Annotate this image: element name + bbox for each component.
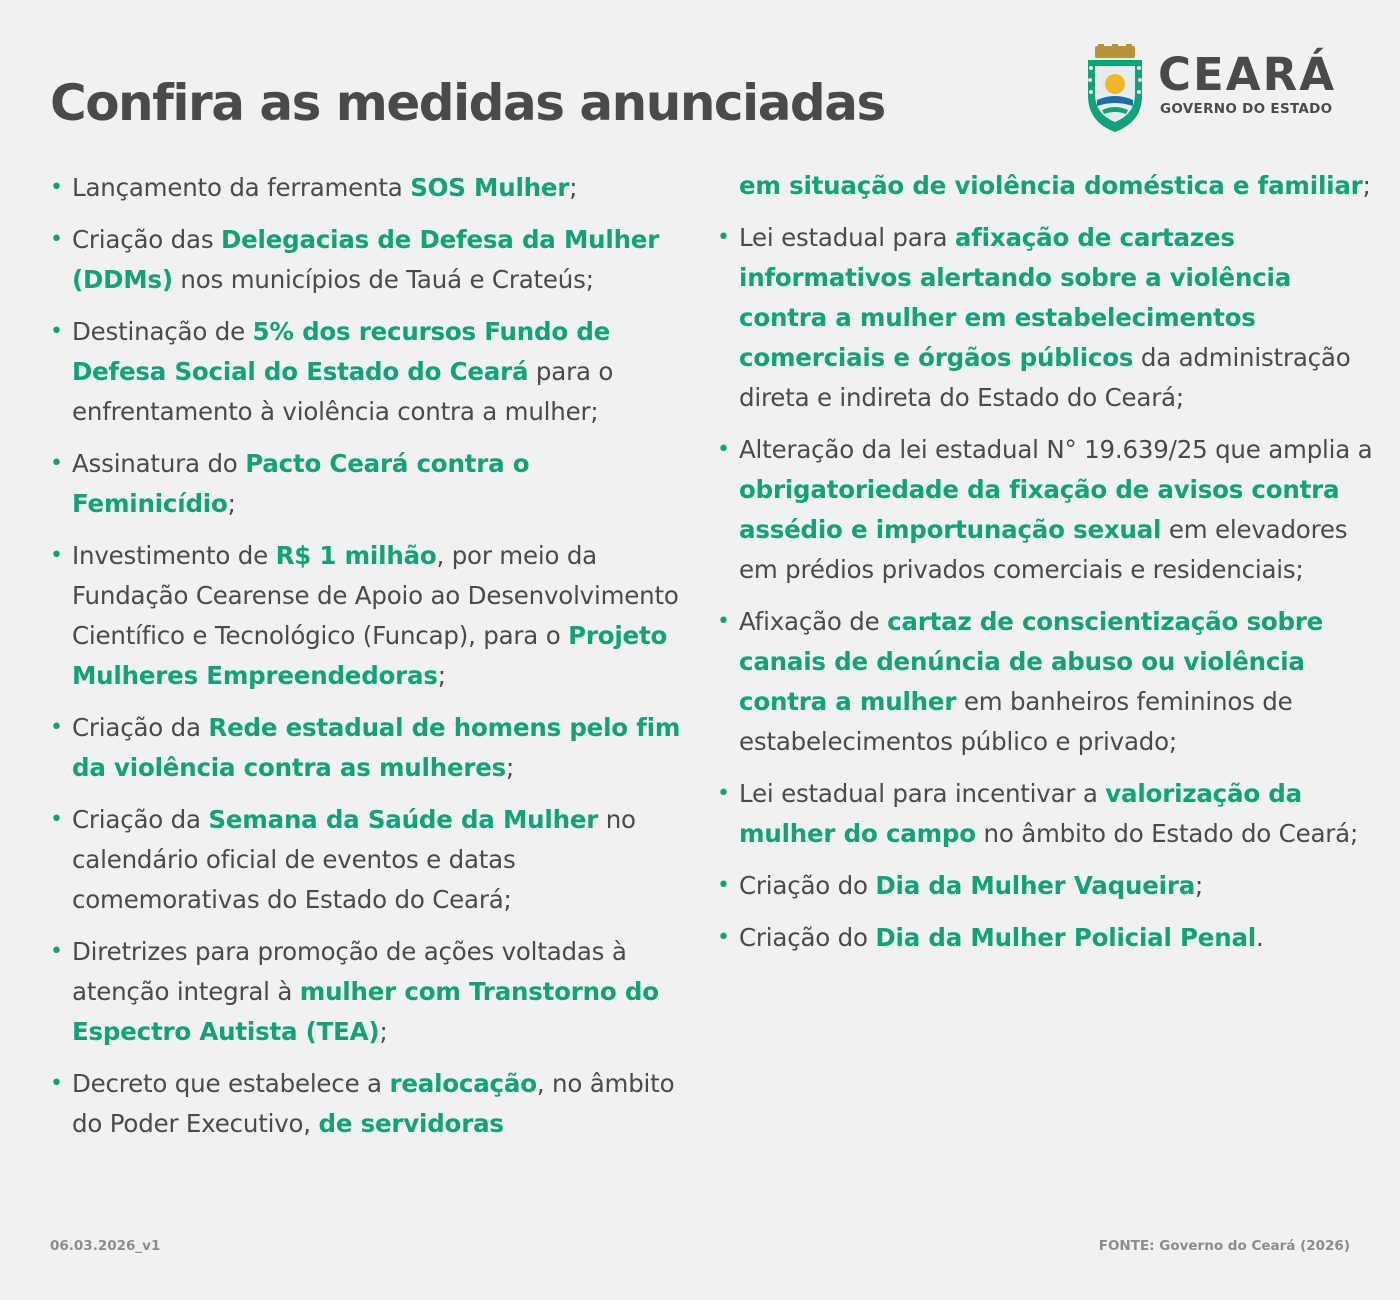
- bullet: •: [50, 1071, 63, 1096]
- list-item: [717, 430, 1377, 590]
- item-text: Criação do: [739, 923, 876, 952]
- bullet: •: [717, 225, 730, 250]
- version-label: 06.03.2026_v1: [50, 1238, 161, 1254]
- bullet: •: [717, 609, 730, 634]
- item-highlight: mulher com Transtorno do Espectro Autista (TEA): [72, 977, 659, 1046]
- item-text: Lei estadual para: [739, 223, 955, 252]
- list-item: [717, 866, 1377, 906]
- item-text: Alteração da lei estadual N° 19.639/25 que amplia a: [739, 435, 1373, 464]
- item-text: ;: [227, 489, 236, 518]
- list-item: [50, 536, 700, 696]
- item-text: Criação do: [739, 871, 876, 900]
- item-text: ;: [506, 753, 515, 782]
- item-highlight: Pacto Ceará contra o Feminicídio: [72, 449, 530, 518]
- item-text: ;: [569, 173, 578, 202]
- right-column: [717, 168, 1377, 970]
- item-highlight: Dia da Mulher Policial Penal: [875, 923, 1256, 952]
- item-highlight: Rede estadual de homens pelo fim da violência contra as mulheres: [72, 713, 681, 782]
- list-item: [50, 932, 700, 1052]
- item-highlight: realocação: [389, 1069, 537, 1098]
- bullet: •: [717, 437, 730, 462]
- bullet: •: [717, 925, 730, 950]
- item-text: em banheiros femininos de estabelecimentos público e privado;: [739, 687, 1293, 756]
- list-item: [717, 918, 1377, 958]
- item-text: nos municípios de Tauá e Crateús;: [172, 265, 594, 294]
- item-text: Lei estadual para incentivar a: [739, 779, 1106, 808]
- item-text: .: [1256, 923, 1264, 952]
- bullet: •: [50, 939, 63, 964]
- item-highlight: de servidoras: [318, 1109, 504, 1138]
- list-item: [50, 168, 700, 208]
- item-highlight: afixação de cartazes informativos alertando sobre a violência contra a mulher em estabelecimentos comerciais e órgãos públicos: [739, 223, 1292, 372]
- item-text: Decreto que estabelece a: [72, 1069, 390, 1098]
- item-text: Destinação de: [72, 317, 253, 346]
- item-highlight: Semana da Saúde da Mulher: [208, 805, 599, 834]
- item-text: Diretrizes para promoção de ações voltadas à atenção integral à: [72, 937, 627, 1006]
- list-item: [50, 220, 700, 300]
- item-text: Afixação de: [739, 607, 888, 636]
- item-text: ;: [437, 661, 446, 690]
- item-highlight: Dia da Mulher Vaqueira: [875, 871, 1196, 900]
- item-highlight: em situação de violência doméstica e familiar: [739, 171, 1363, 200]
- item-text: para o enfrentamento à violência contra a mulher;: [72, 357, 614, 426]
- item-text: ;: [1362, 171, 1371, 200]
- item-text: ;: [379, 1017, 388, 1046]
- list-item: [50, 708, 700, 788]
- item-highlight: Delegacias de Defesa da Mulher (DDMs): [72, 225, 660, 294]
- item-highlight: valorização da mulher do campo: [739, 779, 1302, 848]
- item-text: , por meio da Fundação Cearense de Apoio ao Desenvolvimento Científico e Tecnológico (Funcap), para o: [72, 541, 679, 650]
- logo-name: CEARÁ: [1158, 48, 1337, 101]
- item-text: em elevadores em prédios privados comerciais e residenciais;: [739, 515, 1348, 584]
- item-text: Assinatura do: [72, 449, 246, 478]
- bullet: •: [50, 807, 63, 832]
- item-text: Investimento de: [72, 541, 276, 570]
- item-highlight: obrigatoriedade da fixação de avisos contra assédio e importunação sexual: [739, 475, 1340, 544]
- source-label: FONTE: Governo do Ceará (2026): [1098, 1238, 1350, 1254]
- item-text: Criação da: [72, 805, 209, 834]
- item-text: ;: [1195, 871, 1204, 900]
- bullet: •: [50, 451, 63, 476]
- item-text: Criação das: [72, 225, 221, 254]
- bullet: •: [50, 175, 63, 200]
- bullet: •: [50, 319, 63, 344]
- list-item: [717, 774, 1377, 854]
- bullet: •: [50, 227, 63, 252]
- bullet: •: [717, 873, 730, 898]
- list-item: [50, 444, 700, 524]
- list-item: [717, 602, 1377, 762]
- list-item: [50, 1064, 700, 1144]
- item-highlight: Projeto Mulheres Empreendedoras: [72, 621, 668, 690]
- bullet: •: [50, 543, 63, 568]
- item-highlight: SOS Mulher: [410, 173, 570, 202]
- governo-ceara-logo: [1082, 44, 1357, 134]
- page-title: Confira as medidas anunciadas: [50, 74, 885, 132]
- bullet: •: [50, 715, 63, 740]
- list-item: [50, 312, 700, 432]
- coat-of-arms-icon: [1082, 44, 1148, 134]
- item-text: no âmbito do Estado do Ceará;: [975, 819, 1359, 848]
- item-text: Lançamento da ferramenta: [72, 173, 411, 202]
- item-highlight: cartaz de conscientização sobre canais de denúncia de abuso ou violência contra a mulher: [739, 607, 1324, 716]
- item-highlight: R$ 1 milhão: [275, 541, 437, 570]
- bullet: •: [717, 781, 730, 806]
- left-column: [50, 168, 700, 1156]
- list-item: [717, 218, 1377, 418]
- logo-subtitle: GOVERNO DO ESTADO: [1160, 101, 1333, 117]
- item-text: no calendário oficial de eventos e datas comemorativas do Estado do Ceará;: [72, 805, 636, 914]
- item-text: da administração direta e indireta do Estado do Ceará;: [739, 343, 1351, 412]
- item-highlight: 5% dos recursos Fundo de Defesa Social do Estado do Ceará: [72, 317, 611, 386]
- list-item: [50, 800, 700, 920]
- item-text: , no âmbito do Poder Executivo,: [72, 1069, 675, 1138]
- list-item-continuation: [717, 166, 1377, 206]
- item-text: Criação da: [72, 713, 209, 742]
